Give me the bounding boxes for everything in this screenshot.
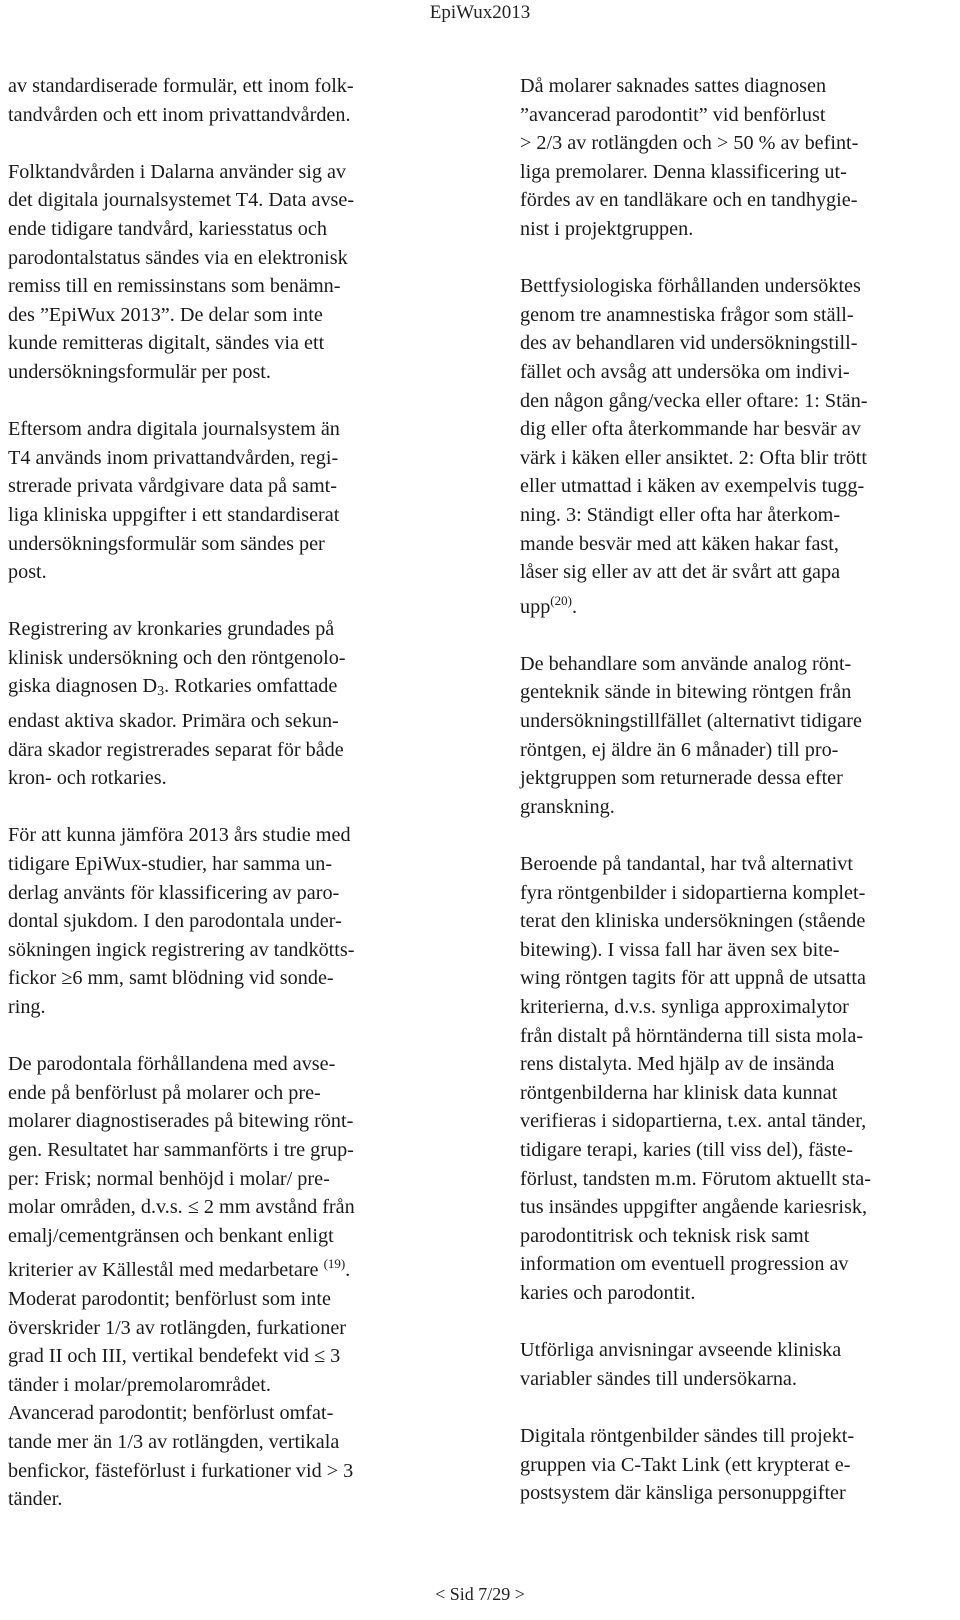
text-line: rens distalyta. Med hjälp av de insända <box>520 1053 835 1076</box>
text-line: Digitala röntgenbilder sändes till projekt- <box>520 1424 855 1447</box>
text-line: kriterier av Källestål med medarbetare $^{(19)}$. <box>8 1256 351 1282</box>
text-line: gruppen via C-Takt Link (ett krypterat e- <box>520 1453 851 1476</box>
text-line: överskrider 1/3 av rotlängden, furkationer <box>8 1316 347 1339</box>
text-line: röntgenbilderna har klinisk data kunnat <box>520 1081 838 1104</box>
text-line: postsystem där känsliga personuppgifter <box>520 1482 846 1505</box>
text-line: dontal sjukdom. I den parodontala under- <box>8 910 342 933</box>
text-line: ”avancerad parodontit” vid benförlust <box>520 103 826 126</box>
text-line: > 2/3 av rotlängden och > 50 % av befint- <box>520 132 859 155</box>
text-line: De behandlare som använde analog rönt- <box>520 652 852 675</box>
text-line: Moderat parodontit; benförlust som inte <box>8 1287 331 1310</box>
text-line: tus insändes uppgifter angående kariesrisk, <box>520 1196 868 1219</box>
text-line: ende tidigare tandvård, kariesstatus och <box>8 217 327 240</box>
text-line: tänder. <box>8 1488 63 1511</box>
text-line: fördes av en tandläkare och en tandhygie- <box>520 189 858 212</box>
text-line: röntgen, ej äldre än 6 månader) till pro- <box>520 738 839 761</box>
text-line: liga kliniska uppgifter i ett standardiserat <box>8 503 340 526</box>
paragraph <box>8 158 444 387</box>
paragraph <box>520 1336 956 1393</box>
text-line: variabler sändes till undersökarna. <box>520 1367 797 1390</box>
paragraph <box>8 415 444 587</box>
left-column <box>8 72 444 1514</box>
text-line: Bettfysiologiska förhållanden undersöktes <box>520 275 861 298</box>
text-line: grad II och III, vertikal bendefekt vid ≤ 3 <box>8 1345 341 1368</box>
paragraph <box>520 72 956 244</box>
text-line: genom tre anamnestiska frågor som ställ- <box>520 303 854 326</box>
text-line: jektgruppen som returnerade dessa efter <box>520 767 843 790</box>
text-line: Avancerad parodontit; benförlust omfat- <box>8 1402 334 1425</box>
paragraph <box>520 272 956 621</box>
text-line: molarer diagnostiserades på bitewing rönt- <box>8 1110 354 1133</box>
text-line: strerade privata vårdgivare data på samt- <box>8 475 338 498</box>
paragraph <box>8 72 444 129</box>
text-line: De parodontala förhållandena med avse- <box>8 1053 336 1076</box>
text-line: endast aktiva skador. Primära och sekun- <box>8 710 339 733</box>
text-line: värk i käken eller ansiktet. 2: Ofta blir trött <box>520 446 868 469</box>
text-line: remiss till en remissinstans som benämn- <box>8 275 341 298</box>
text-line: per: Frisk; normal benhöjd i molar/ pre- <box>8 1167 330 1190</box>
text-line: sökningen ingick registrering av tandkötts- <box>8 938 355 961</box>
text-line: verifieras i sidopartierna, t.ex. antal tänder, <box>520 1110 867 1133</box>
text-line: nist i projektgruppen. <box>520 217 694 240</box>
text-line: genteknik sände in bitewing röntgen från <box>520 681 852 704</box>
text-line: terat den kliniska undersökningen (stående <box>520 910 866 933</box>
text-line: benfickor, fästeförlust i furkationer vid > 3 <box>8 1459 354 1482</box>
text-line: förlust, tandsten m.m. Förutom aktuellt sta- <box>520 1167 871 1190</box>
text-line: Beroende på tandantal, har två alternativt <box>520 853 853 876</box>
text-line: tidigare EpiWux-studier, har samma un- <box>8 853 333 876</box>
page-header-title: EpiWux2013 <box>429 2 531 23</box>
paragraph <box>520 650 956 822</box>
text-line: Då molarer saknades sattes diagnosen <box>520 75 827 97</box>
text-line: wing röntgen tagits för att uppnå de utsatta <box>520 967 866 990</box>
text-line: Folktandvården i Dalarna använder sig av <box>8 160 347 183</box>
text-line: upp$^{(20)}$. <box>520 592 577 618</box>
text-line: dig eller ofta återkommande har besvär av <box>520 418 861 441</box>
reference-superscript: (20) <box>550 592 572 608</box>
paragraph <box>8 821 444 1021</box>
text-line: För att kunna jämföra 2013 års studie med <box>8 824 351 847</box>
text-line: ende på benförlust på molarer och pre- <box>8 1081 321 1104</box>
text-line: des ”EpiWux 2013”. De delar som inte <box>8 303 323 326</box>
text-line: derlag använts för klassificering av paro- <box>8 881 340 904</box>
text-line: dära skador registrerades separat för både <box>8 738 344 761</box>
text-line: parodontitrisk och teknisk risk samt <box>520 1224 810 1247</box>
text-line: karies och parodontit. <box>520 1281 696 1304</box>
text-line: giska diagnosen $D_3$. Rotkaries omfattade <box>8 675 338 700</box>
text-line: bitewing). I vissa fall har även sex bite- <box>520 938 840 961</box>
text-line: kriterierna, d.v.s. synliga approximalytor <box>520 996 849 1018</box>
text-line: ning. 3: Ständigt eller ofta har återkom- <box>520 503 841 526</box>
text-line: undersökningsformulär som sändes per <box>8 532 325 555</box>
text-line: post. <box>8 561 47 584</box>
text-line: emalj/cementgränsen och benkant enligt <box>8 1224 334 1247</box>
paragraph <box>8 1050 444 1514</box>
text-line: fället och avsåg att undersöka om indivi- <box>520 360 850 383</box>
text-line: information om eventuell progression av <box>520 1253 849 1276</box>
text-line: Utförliga anvisningar avseende kliniska <box>520 1339 842 1362</box>
text-line: Registrering av kronkaries grundades på <box>8 618 335 641</box>
text-line: eller utmattad i käken av exempelvis tugg- <box>520 475 865 498</box>
text-line: liga premolarer. Denna klassificering ut- <box>520 160 847 183</box>
text-line: undersökningstillfället (alternativt tidigare <box>520 710 862 733</box>
reference-superscript: (19) <box>323 1256 346 1272</box>
text-line: klinisk undersökning och den röntgenolo- <box>8 646 346 669</box>
text-line: kunde remitteras digitalt, sändes via ett <box>8 332 325 355</box>
paragraph <box>520 850 956 1308</box>
text-line: tänder i molar/premolarområdet. <box>8 1373 271 1396</box>
text-line: den någon gång/vecka eller oftare: 1: Stän- <box>520 389 868 412</box>
text-line: fyra röntgenbilder i sidopartierna komplet- <box>520 881 866 904</box>
text-line: parodontalstatus sändes via en elektronisk <box>8 246 348 269</box>
page-number: < Sid 7/29 > <box>435 1584 525 1604</box>
text-line: undersökningsformulär per post. <box>8 360 271 383</box>
text-line: molar områden, d.v.s. ≤ 2 mm avstånd från <box>8 1196 355 1219</box>
text-line: mande besvär med att käken hakar fast, <box>520 532 839 555</box>
text-line: T4 används inom privattandvården, regi- <box>8 446 339 469</box>
text-line: Eftersom andra digitala journalsystem än <box>8 418 340 441</box>
text-line: av standardiserade formulär, ett inom folk- <box>8 75 354 97</box>
paragraph <box>520 1422 956 1508</box>
text-line: granskning. <box>520 795 615 818</box>
paragraph <box>8 615 444 793</box>
text-line: gen. Resultatet har sammanförts i tre grup- <box>8 1138 354 1161</box>
text-line: tidigare terapi, karies (till viss del), fäste- <box>520 1138 853 1161</box>
text-line: des av behandlaren vid undersökningstill- <box>520 332 858 355</box>
text-line: från distalt på hörntänderna till sista mola- <box>520 1024 864 1047</box>
text-line: tandvården och ett inom privattandvården. <box>8 103 351 126</box>
text-line: det digitala journalsystemet T4. Data avse- <box>8 189 355 212</box>
text-line: fickor ≥6 mm, samt blödning vid sonde- <box>8 967 334 990</box>
text-line: ring. <box>8 996 46 1018</box>
text-line: låser sig eller av att det är svårt att gapa <box>520 561 841 584</box>
text-line: kron- och rotkaries. <box>8 767 167 790</box>
right-column <box>520 72 956 1508</box>
text-line: tande mer än 1/3 av rotlängden, vertikala <box>8 1430 340 1453</box>
